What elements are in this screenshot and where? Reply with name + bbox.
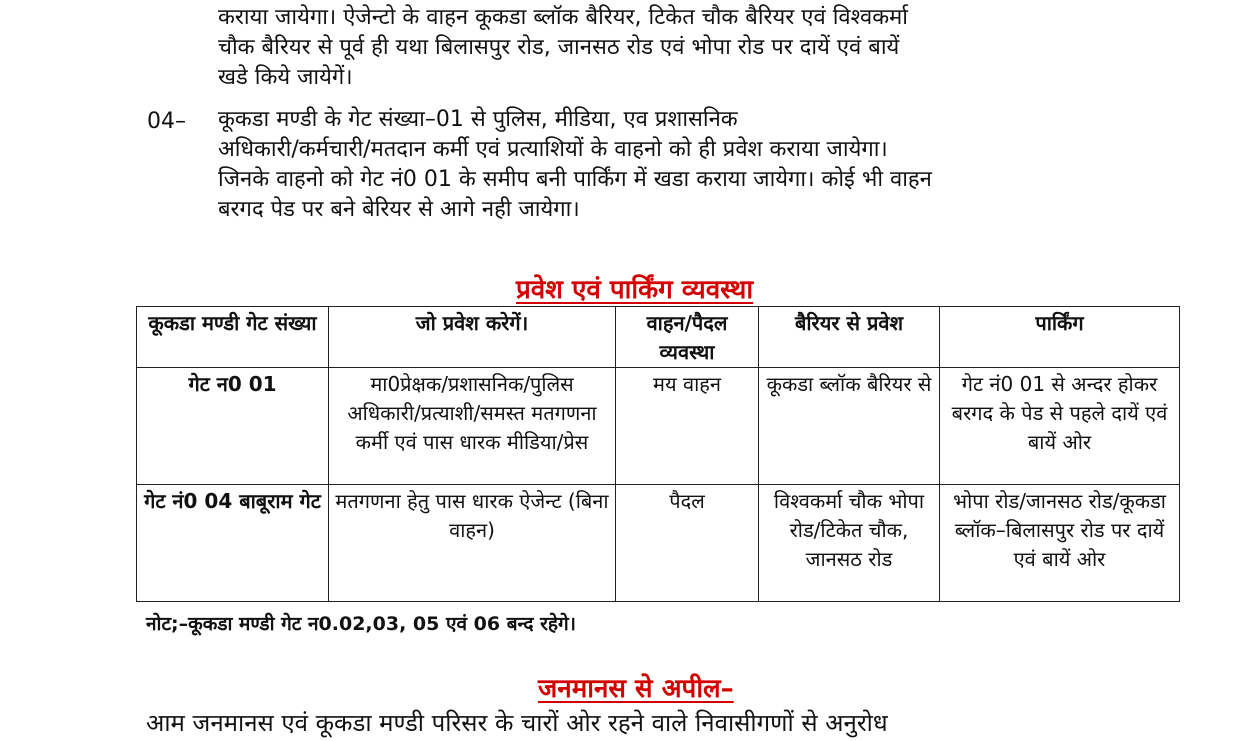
paragraph-03-continued [218, 3, 1174, 93]
text-line: चौक बैरियर से पूर्व ही यथा बिलासपुर रोड, जानसठ रोड एवं भोपा रोड पर दायें एवं बायें [218, 35, 900, 60]
text-line: अधिकारी/कर्मचारी/मतदान कर्मी एवं प्रत्याशियों के वाहनो को ही प्रवेश कराया जायेगा। [218, 137, 888, 162]
table-row [137, 485, 1180, 602]
section-heading: प्रवेश एवं पार्किंग व्यवस्था [516, 275, 754, 305]
table-row [137, 368, 1180, 485]
text-line: बरगद पेड पर बने बेरियर से आगे नही जायेगा। [218, 197, 580, 222]
table-cell: मा0प्रेक्षक/प्रशासनिक/पुलिस अधिकारी/प्रत्याशी/समस्त मतगणना कर्मी एवं पास धारक मीडिया/प्रेस [329, 368, 616, 485]
paragraph-04 [218, 105, 1174, 225]
table-header: बैरियर से प्रवेश [759, 307, 940, 368]
table-header: जो प्रवेश करेगें। [329, 307, 616, 368]
table-note: नोट;–कूकडा मण्डी गेट न0.02,03, 05 एवं 06 बन्द रहेगे। [146, 613, 576, 635]
text-line: जिनके वाहनो को गेट नं0 01 के समीप बनी पार्किंग में खडा कराया जायेगा। कोई भी वाहन [218, 167, 932, 192]
text-line: खडे किये जायेगें। [218, 65, 353, 90]
table-header: वाहन/पैदल व्यवस्था [616, 307, 759, 368]
table-header: कूकडा मण्डी गेट संख्या [137, 307, 329, 368]
text-line: कराया जायेगा। ऐजेन्टो के वाहन कूकडा ब्लॉक बैरियर, टिकेत चौक बैरियर एवं विश्वकर्मा [218, 5, 908, 30]
table-cell: कूकडा ब्लॉक बैरियर से [759, 368, 940, 485]
table-cell: गेट नं0 01 से अन्दर होकर बरगद के पेड से पहले दायें एवं बायें ओर [940, 368, 1180, 485]
table-cell: विश्वकर्मा चौक भोपा रोड/टिकेत चौक, जानसठ रोड [759, 485, 940, 602]
table-cell: गेट नं0 04 बाबूराम गेट [137, 485, 329, 602]
table-header: पार्किंग [940, 307, 1180, 368]
table-cell: भोपा रोड/जानसठ रोड/कूकडा ब्लॉक–बिलासपुर रोड पर दायें एवं बायें ओर [940, 485, 1180, 602]
table-cell: गेट न0 01 [137, 368, 329, 485]
appeal-heading: जनमानस से अपील– [538, 674, 734, 704]
table-header-row [137, 307, 1180, 368]
appeal-text: आम जनमानस एवं कूकडा मण्डी परिसर के चारों ओर रहने वाले निवासीगणों से अनुरोध [146, 709, 888, 737]
entry-parking-table [136, 306, 1180, 602]
paragraph-number: 04– [147, 109, 186, 134]
table-cell: मतगणना हेतु पास धारक ऐजेन्ट (बिना वाहन) [329, 485, 616, 602]
table-cell: मय वाहन [616, 368, 759, 485]
table-cell: पैदल [616, 485, 759, 602]
text-line: कूकडा मण्डी के गेट संख्या–01 से पुलिस, मीडिया, एव प्रशासनिक [218, 107, 738, 132]
